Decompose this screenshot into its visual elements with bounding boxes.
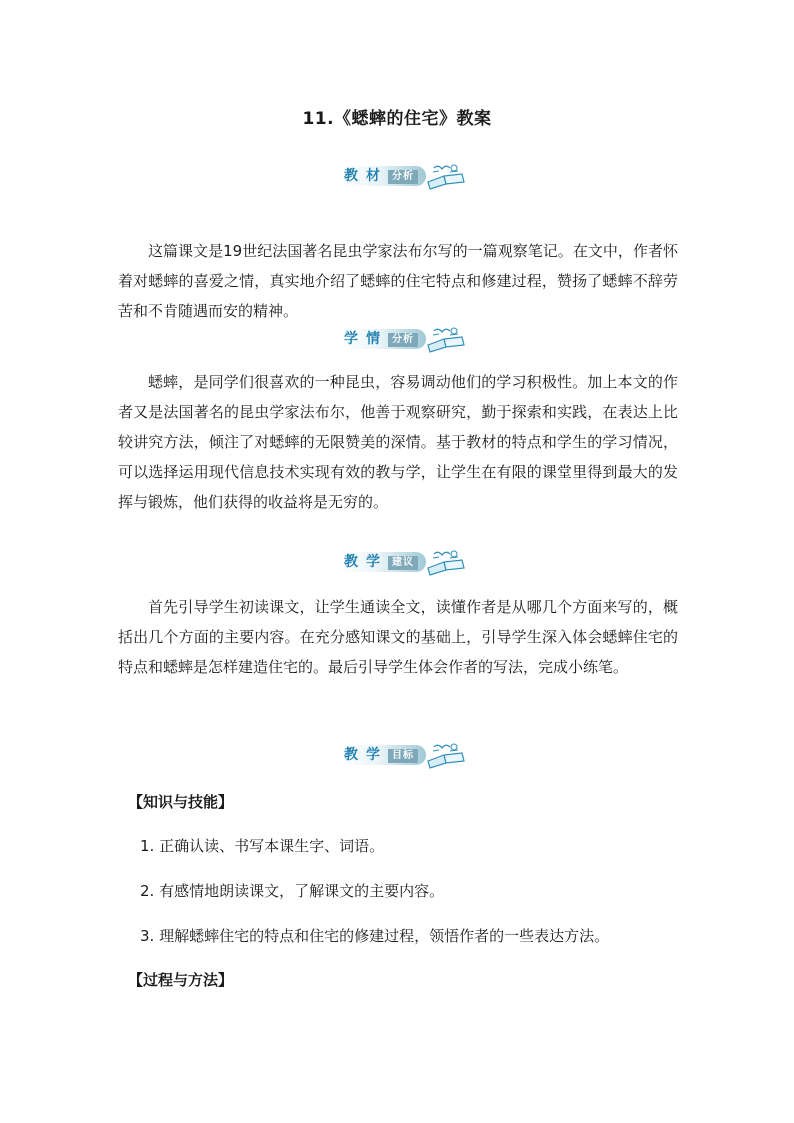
section-badge-teaching-objectives [340,741,470,769]
badge-char: 情 [366,331,380,347]
section-badge-learner-analysis [340,325,470,353]
badge-tag: 目标 [388,749,418,763]
objective-item: 3. 理解蟋蟀住宅的特点和住宅的修建过程，领悟作者的一些表达方法。 [140,927,610,945]
document-title: 11.《蟋蟀的住宅》教案 [302,109,492,129]
badge-tag: 分析 [388,333,418,347]
section-badge-teaching-suggestions [340,548,470,576]
objective-item: 2. 有感情地朗读课文，了解课文的主要内容。 [140,882,445,900]
section-badge-textbook-analysis [340,162,470,190]
badge-char: 学 [366,554,380,570]
badge-tag: 分析 [388,170,418,184]
badge-char: 教 [344,168,358,184]
badge-char: 材 [366,168,380,184]
badge-char: 学 [344,331,358,347]
badge-char: 教 [344,747,358,763]
open-book-icon [424,325,468,353]
badge-tag: 建议 [388,556,418,570]
open-book-icon [424,162,468,190]
badge-char: 学 [366,747,380,763]
objective-item: 1. 正确认读、书写本课生字、词语。 [140,837,385,855]
badge-char: 教 [344,554,358,570]
objectives-heading-process-methods: 【过程与方法】 [128,971,234,989]
section-paragraph: 首先引导学生初读课文，让学生通读全文，读懂作者是从哪几个方面来写的，概括出几个方面的主要内容。在充分感知课文的基础上，引导学生深入体会蟋蟀住宅的特点和蟋蟀是怎样建造住宅的。最后引导学生体会作者的写法，完成小练笔。 [118,598,678,676]
section-paragraph: 蟋蟀，是同学们很喜欢的一种昆虫，容易调动他们的学习积极性。加上本文的作者又是法国著名的昆虫学家法布尔，他善于观察研究，勤于探索和实践，在表达上比较讲究方法，倾注了对蟋蟀的无限赞美的深情。基于教材的特点和学生的学习情况，可以选择运用现代信息技术实现有效的教与学，让学生在有限的课堂里得到最大的发挥与锻炼，他们获得的收益将是无穷的。 [118,373,678,511]
section-paragraph: 这篇课文是19世纪法国著名昆虫学家法布尔写的一篇观察笔记。在文中，作者怀着对蟋蟀的喜爱之情，真实地介绍了蟋蟀的住宅特点和修建过程，赞扬了蟋蟀不辞劳苦和不肯随遇而安的精神。 [118,242,678,320]
open-book-icon [424,741,468,769]
objectives-heading-knowledge-skills: 【知识与技能】 [128,793,234,811]
open-book-icon [424,548,468,576]
